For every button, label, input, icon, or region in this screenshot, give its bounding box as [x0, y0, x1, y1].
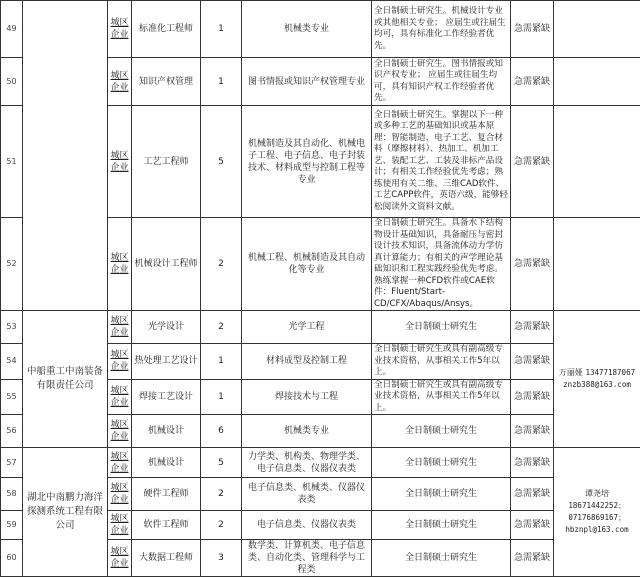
headcount: 3: [201, 540, 242, 577]
requirement: 全日制硕士研究生或具有副高级专业技术资格，从事相关工作5年以上。: [372, 344, 511, 380]
contact-cell: [554, 448, 640, 577]
headcount: 1: [201, 1, 242, 58]
position: 软件工程师: [132, 511, 201, 540]
row-number: 57: [1, 448, 23, 478]
urgency: 急需紧缺: [511, 478, 554, 511]
position: 大数据工程师: [132, 540, 201, 577]
major: 焊接技术与工程: [242, 379, 372, 415]
region: 城区企业: [108, 58, 132, 106]
region: 城区企业: [108, 344, 132, 380]
table-row: [1, 448, 640, 478]
position: 热处理工艺设计: [132, 344, 201, 380]
region: 城区企业: [108, 379, 132, 415]
region: 城区企业: [108, 540, 132, 577]
contact-empty: [554, 218, 640, 311]
position: 工艺工程师: [132, 106, 201, 218]
position: 机械设计: [132, 415, 201, 448]
row-number: 50: [1, 58, 23, 106]
row-number: 56: [1, 415, 23, 448]
major: 电子信息类、仪器仪表类: [242, 511, 372, 540]
row-number: 52: [1, 218, 23, 311]
major: 材料成型及控制工程: [242, 344, 372, 380]
row-number: 58: [1, 478, 23, 511]
headcount: 5: [201, 448, 242, 478]
requirement: 全日制硕士研究生: [372, 311, 511, 344]
requirement: 全日制硕士研究生: [372, 540, 511, 577]
requirement: 全日制硕士研究生。掌握以下一种或多种工艺的基础知识或基本原理：智能制造、电子工艺、复合材料（摩擦材料）、热加工、机加工艺、装配工艺、工装及非标产品设计；有相关工作经验优先考虑；熟练使用有关二维、三维CAD软件、工艺CAPP软件，英语六级，能够轻松阅读外文资料文献。: [372, 106, 511, 218]
region: 城区企业: [108, 415, 132, 448]
row-number: 60: [1, 540, 23, 577]
urgency: 急需紧缺: [511, 106, 554, 218]
major: 机械类专业: [242, 415, 372, 448]
contact-info: 18671442252；07176869167；hbznpl@163.com: [565, 501, 628, 534]
company-cell-empty: [23, 1, 108, 311]
urgency: 急需紧缺: [511, 311, 554, 344]
requirement: 全日制硕士研究生: [372, 478, 511, 511]
headcount: 5: [201, 106, 242, 218]
requirement: 全日制硕士研究生或具有副高级专业技术资格，从事相关工作5年以上。: [372, 379, 511, 415]
urgency: 急需紧缺: [511, 379, 554, 415]
headcount: 2: [201, 511, 242, 540]
region: 城区企业: [108, 448, 132, 478]
major: 机械工程、机械制造及其自动化等专业: [242, 218, 372, 311]
major: 机械制造及其自动化、机械电子工程、电子信息、电子封装技术、材料成型与控制工程等专业: [242, 106, 372, 218]
urgency: 急需紧缺: [511, 540, 554, 577]
region: 城区企业: [108, 218, 132, 311]
headcount: 2: [201, 218, 242, 311]
table-row: [1, 1, 640, 58]
row-number: 59: [1, 511, 23, 540]
headcount: 6: [201, 415, 242, 448]
position: 光学设计: [132, 311, 201, 344]
contact-empty: [554, 106, 640, 218]
headcount: 1: [201, 58, 242, 106]
requirement: 全日制硕士研究生: [372, 511, 511, 540]
contact-info: 13477187067 znzb388@163.com: [563, 368, 635, 389]
urgency: 急需紧缺: [511, 218, 554, 311]
requirement: 全日制硕士研究生: [372, 415, 511, 448]
contact-name: 万丽娅: [559, 368, 583, 377]
position: 焊接工艺设计: [132, 379, 201, 415]
headcount: 1: [201, 379, 242, 415]
position: 硬件工程师: [132, 478, 201, 511]
region: 城区企业: [108, 106, 132, 218]
region: 城区企业: [108, 511, 132, 540]
row-number: 51: [1, 106, 23, 218]
region: 城区企业: [108, 1, 132, 58]
contact-empty: [554, 58, 640, 106]
urgency: 急需紧缺: [511, 511, 554, 540]
contact-cell: [554, 311, 640, 448]
urgency: 急需紧缺: [511, 415, 554, 448]
position: 机械设计: [132, 448, 201, 478]
major: 力学类、机构类、物理学类、电子信息类、仪器仪表类: [242, 448, 372, 478]
position: 知识产权管理: [132, 58, 201, 106]
urgency: 急需紧缺: [511, 344, 554, 380]
contact-empty: [554, 1, 640, 58]
urgency: 急需紧缺: [511, 58, 554, 106]
headcount: 2: [201, 478, 242, 511]
row-number: 55: [1, 379, 23, 415]
requirement: 全日制硕士研究生。具备水下结构物设计基础知识，具备耐压与密封设计技术知识，具备流体动力学仿真计算能力；有相关的声学理论基础知识和工程实践经验优先考虑。熟练掌握一种CFD软件或CAE软件：Fluent/Start-CD/CFX/Abaqus/Ansys。: [372, 218, 511, 311]
region: 城区企业: [108, 478, 132, 511]
region: 城区企业: [108, 311, 132, 344]
urgency: 急需紧缺: [511, 1, 554, 58]
major: 电子信息类、机械类、仪器仪表类: [242, 478, 372, 511]
major: 光学工程: [242, 311, 372, 344]
position: 标准化工程师: [132, 1, 201, 58]
company-name: 湖北中南鹏力海洋探测系统工程有限公司: [23, 448, 108, 577]
headcount: 1: [201, 344, 242, 380]
row-number: 53: [1, 311, 23, 344]
position: 机械设计工程师: [132, 218, 201, 311]
requirement: 全日制硕士研究生。机械设计专业或其他相关专业； 应届生或往届生均可，具有标准化工作经验者优先。: [372, 1, 511, 58]
requirement: 全日制硕士研究生: [372, 448, 511, 478]
company-name: 中船重工中南装备有限责任公司: [23, 311, 108, 448]
major: 图书情报或知识产权管理专业: [242, 58, 372, 106]
major: 数学类、计算机类、电子信息类、自动化类、管理科学与工程类: [242, 540, 372, 577]
row-number: 49: [1, 1, 23, 58]
headcount: 2: [201, 311, 242, 344]
row-number: 54: [1, 344, 23, 380]
requirement: 全日制硕士研究生。图书情报或知识产权专业； 应届生或往届生均可，具有知识产权工作经验者优先。: [372, 58, 511, 106]
table-row: [1, 311, 640, 344]
major: 机械类专业: [242, 1, 372, 58]
urgency: 急需紧缺: [511, 448, 554, 478]
contact-name: 谭尧培: [585, 489, 609, 498]
